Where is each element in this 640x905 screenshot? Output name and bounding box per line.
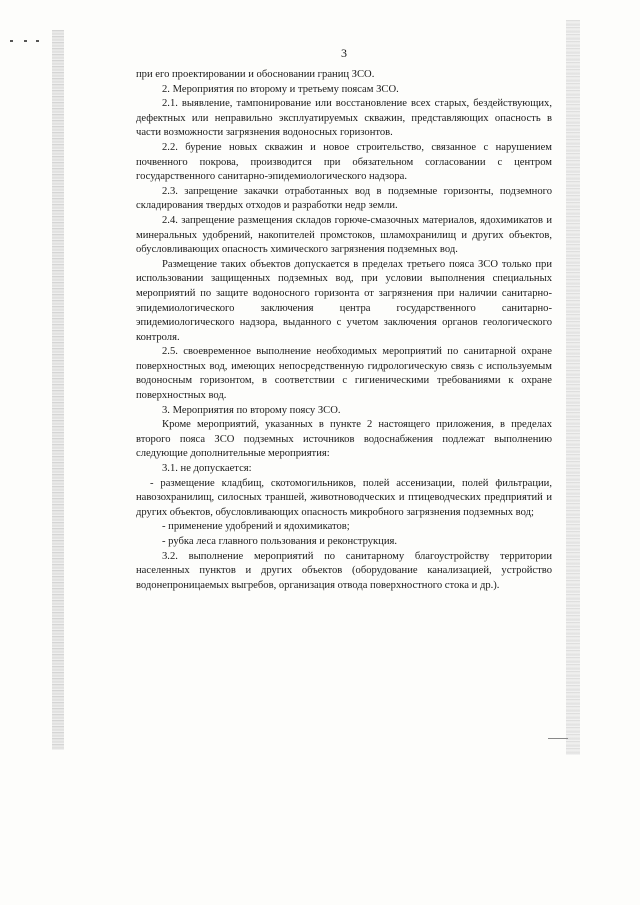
paragraph: 2.2. бурение новых скважин и новое строительство, связанное с нарушением почвенного покрова, производится при обязательном согласовании с центром государственного санитарно-эпидемиологического надзора. <box>136 141 552 183</box>
section-heading: 2. Мероприятия по второму и третьему поясам ЗСО. <box>162 83 399 95</box>
scan-edge-left <box>52 30 64 750</box>
paragraph: 2.3. запрещение закачки отработанных вод в подземные горизонты, подземного складирования твердых отходов и разработки недр земли. <box>136 185 552 212</box>
paragraph: Размещение таких объектов допускается в пределах третьего пояса ЗСО только при использовании защищенных подземных вод, при условии выполнения специальных мероприятий по защите водоносного горизонта от загрязнения при наличии санитарно-эпидемиологического заключения центра государственного санитарно-эпидемиологического надзора, выданного с учетом заключения органов геологического контроля. <box>136 258 552 343</box>
paragraph: 2.4. запрещение размещения складов горюче-смазочных материалов, ядохимикатов и минеральных удобрений, накопителей промстоков, шламохранилищ и других объектов, обусловливающих опасность химического загрязнения подземных вод. <box>136 214 552 256</box>
scan-mark <box>24 40 27 42</box>
scan-mark <box>548 738 568 739</box>
scan-edge-right <box>566 20 580 755</box>
page-number: 3 <box>341 46 347 60</box>
scan-mark <box>36 40 39 42</box>
document-body <box>136 68 552 593</box>
section-heading: 3. Мероприятия по второму поясу ЗСО. <box>162 404 341 416</box>
paragraph: при его проектировании и обосновании границ ЗСО. <box>136 69 375 80</box>
paragraph: Кроме мероприятий, указанных в пункте 2 настоящего приложения, в пределах второго пояса ЗСО подземных источников водоснабжения подлежат выполнению следующие дополнительные мероприятия: <box>136 419 552 460</box>
list-item: - размещение кладбищ, скотомогильников, полей ассенизации, полей фильтрации, навозохранилищ, силосных траншей, животноводческих и птицеводческих предприятий и других объектов, обусловливающих опасность микробного загрязнения подземных вод; <box>136 477 552 518</box>
paragraph: 2.1. выявление, тампонирование или восстановление всех старых, бездействующих, дефектных или неправильно эксплуатируемых скважин, представляющих опасность в части возможности загрязнения водоносных горизонтов. <box>136 98 552 139</box>
list-item: - применение удобрений и ядохимикатов; <box>162 521 350 533</box>
paragraph: 3.2. выполнение мероприятий по санитарному благоустройству территории населенных пунктов и других объектов (оборудование канализацией, устройство водонепроницаемых выгребов, организация отвода поверхностного стока и др.). <box>136 550 552 591</box>
paragraph: 2.5. своевременное выполнение необходимых мероприятий по санитарной охране поверхностных вод, имеющих непосредственную гидрологическую связь с используемым водоносным горизонтом, в соответствии с гигиеническими требованиями к охране поверхностных вод. <box>136 346 552 402</box>
list-item: - рубка леса главного пользования и реконструкция. <box>162 536 398 547</box>
paragraph: 3.1. не допускается: <box>162 463 252 475</box>
scan-mark <box>10 40 13 42</box>
